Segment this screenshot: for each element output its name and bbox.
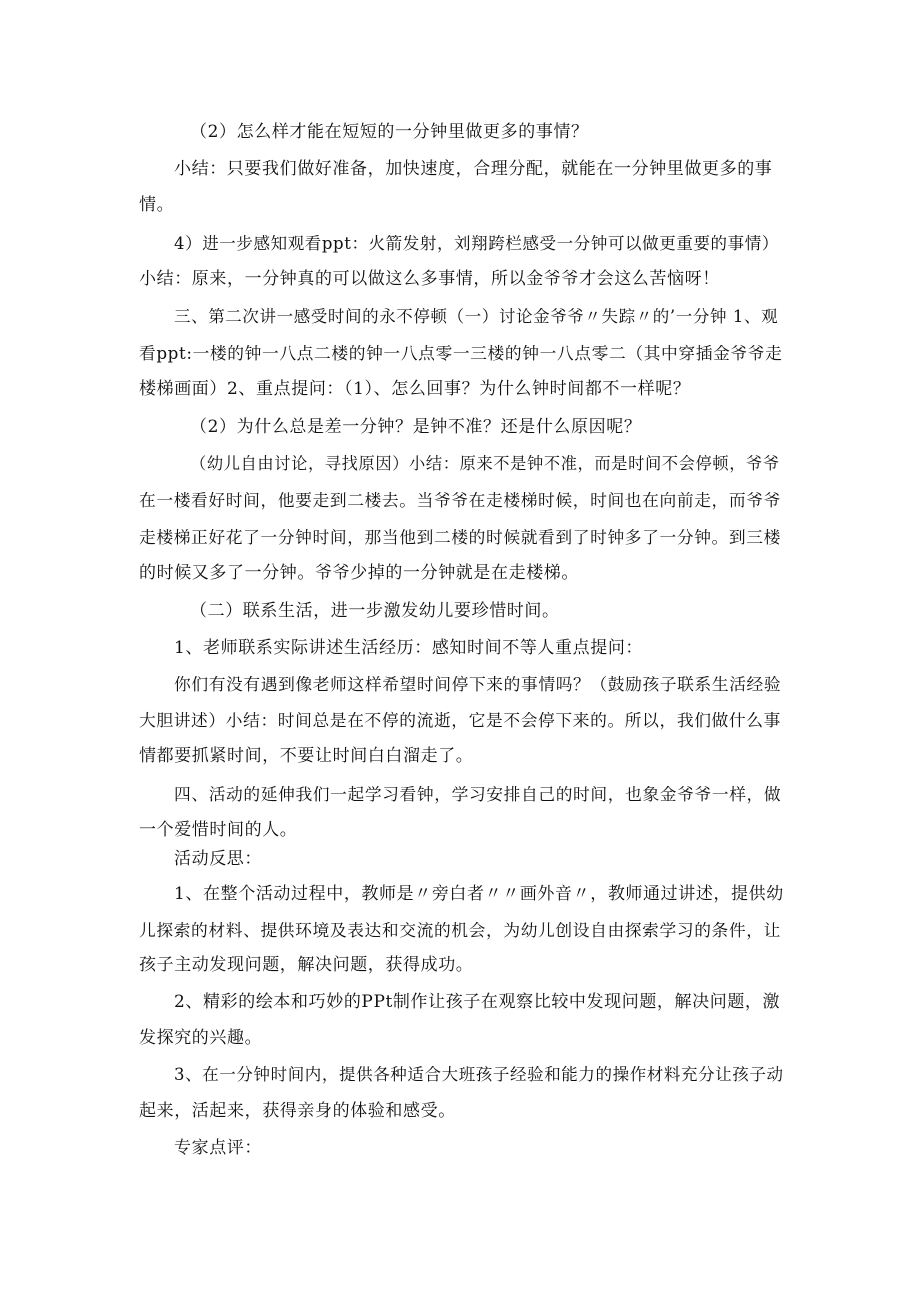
text-line: 的时候又多了一分钟。爷爷少掉的一分钟就是在走楼梯。: [139, 563, 579, 583]
text-line: 儿探索的材料、提供环境及表达和交流的机会，为幼儿创设自由探索学习的条件，让: [139, 920, 781, 940]
text-line: 4）进一步感知观看ppt：火箭发射，刘翔跨栏感受一分钟可以做更重要的事情）: [174, 234, 779, 253]
text-line: 发探究的兴趣。: [139, 1028, 263, 1048]
text-line: 3、在一分钟时间内，提供各种适合大班孩子经验和能力的操作材料充分让孩子动: [174, 1065, 784, 1084]
text-line: 情。: [139, 195, 175, 215]
text-line: 楼梯画面）2、重点提问：（1）、怎么回事？为什么钟时间都不一样呢？: [139, 379, 691, 399]
text-line: （二）联系生活，进一步激发幼儿要珍惜时间。: [190, 601, 560, 621]
text-line: 一个爱惜时间的人。: [139, 820, 298, 840]
text-line: （2）为什么总是差一分钟？是钟不准？还是什么原因呢？: [190, 417, 642, 437]
text-line: 起来，活起来，获得亲身的体验和感受。: [139, 1101, 456, 1121]
text-line: （2）怎么样才能在短短的一分钟里做更多的事情？: [190, 122, 589, 142]
text-line: 走楼梯正好花了一分钟时间，那当他到二楼的时候就看到了时钟多了一分钟。到三楼: [139, 527, 781, 547]
text-line: 专家点评：: [174, 1138, 262, 1158]
text-line: 小结：只要我们做好准备，加快速度，合理分配，就能在一分钟里做更多的事: [174, 159, 773, 179]
text-line: 四、活动的延伸我们一起学习看钟，学习安排自己的时间，也象金爷爷一样，做: [174, 784, 782, 804]
text-line: 看ppt:一楼的钟一八点二楼的钟一八点零一三楼的钟一八点零二（其中穿插金爷爷走: [139, 343, 783, 363]
text-line: 2、精彩的绘本和巧妙的PPt制作让孩子在观察比较中发现问题，解决问题，激: [174, 992, 781, 1012]
text-line: 三、第二次讲一感受时间的永不停顿（一）讨论金爷爷〃失踪〃的’一分钟 1、观: [174, 307, 779, 326]
text-line: 孩子主动发现问题，解决问题，获得成功。: [139, 955, 474, 975]
text-line: 大胆讲述）小结：时间总是在不停的流逝，它是不会停下来的。所以，我们做什么事: [139, 710, 781, 730]
text-line: 情都要抓紧时间，不要让时间白白溜走了。: [139, 746, 474, 766]
text-line: 你们有没有遇到像老师这样希望时间停下来的事情吗？（鼓励孩子联系生活经验: [174, 674, 782, 694]
text-line: 活动反思：: [174, 849, 262, 869]
text-line: 在一楼看好时间，他要走到二楼去。当爷爷在走楼梯时候，时间也在向前走，而爷爷: [139, 490, 781, 510]
text-line: 1、在整个活动过程中，教师是〃旁白者〃〃画外音〃，教师通过讲述，提供幼: [174, 884, 784, 904]
text-line: 小结：原来，一分钟真的可以做这么多事情，所以金爷爷才会这么苦恼呀！: [139, 269, 720, 289]
text-line: （幼儿自由讨论，寻找原因）小结：原来不是钟不准，而是时间不会停顿，爷爷: [190, 454, 780, 473]
text-line: 1、老师联系实际讲述生活经历：感知时间不等人重点提问：: [174, 638, 644, 658]
